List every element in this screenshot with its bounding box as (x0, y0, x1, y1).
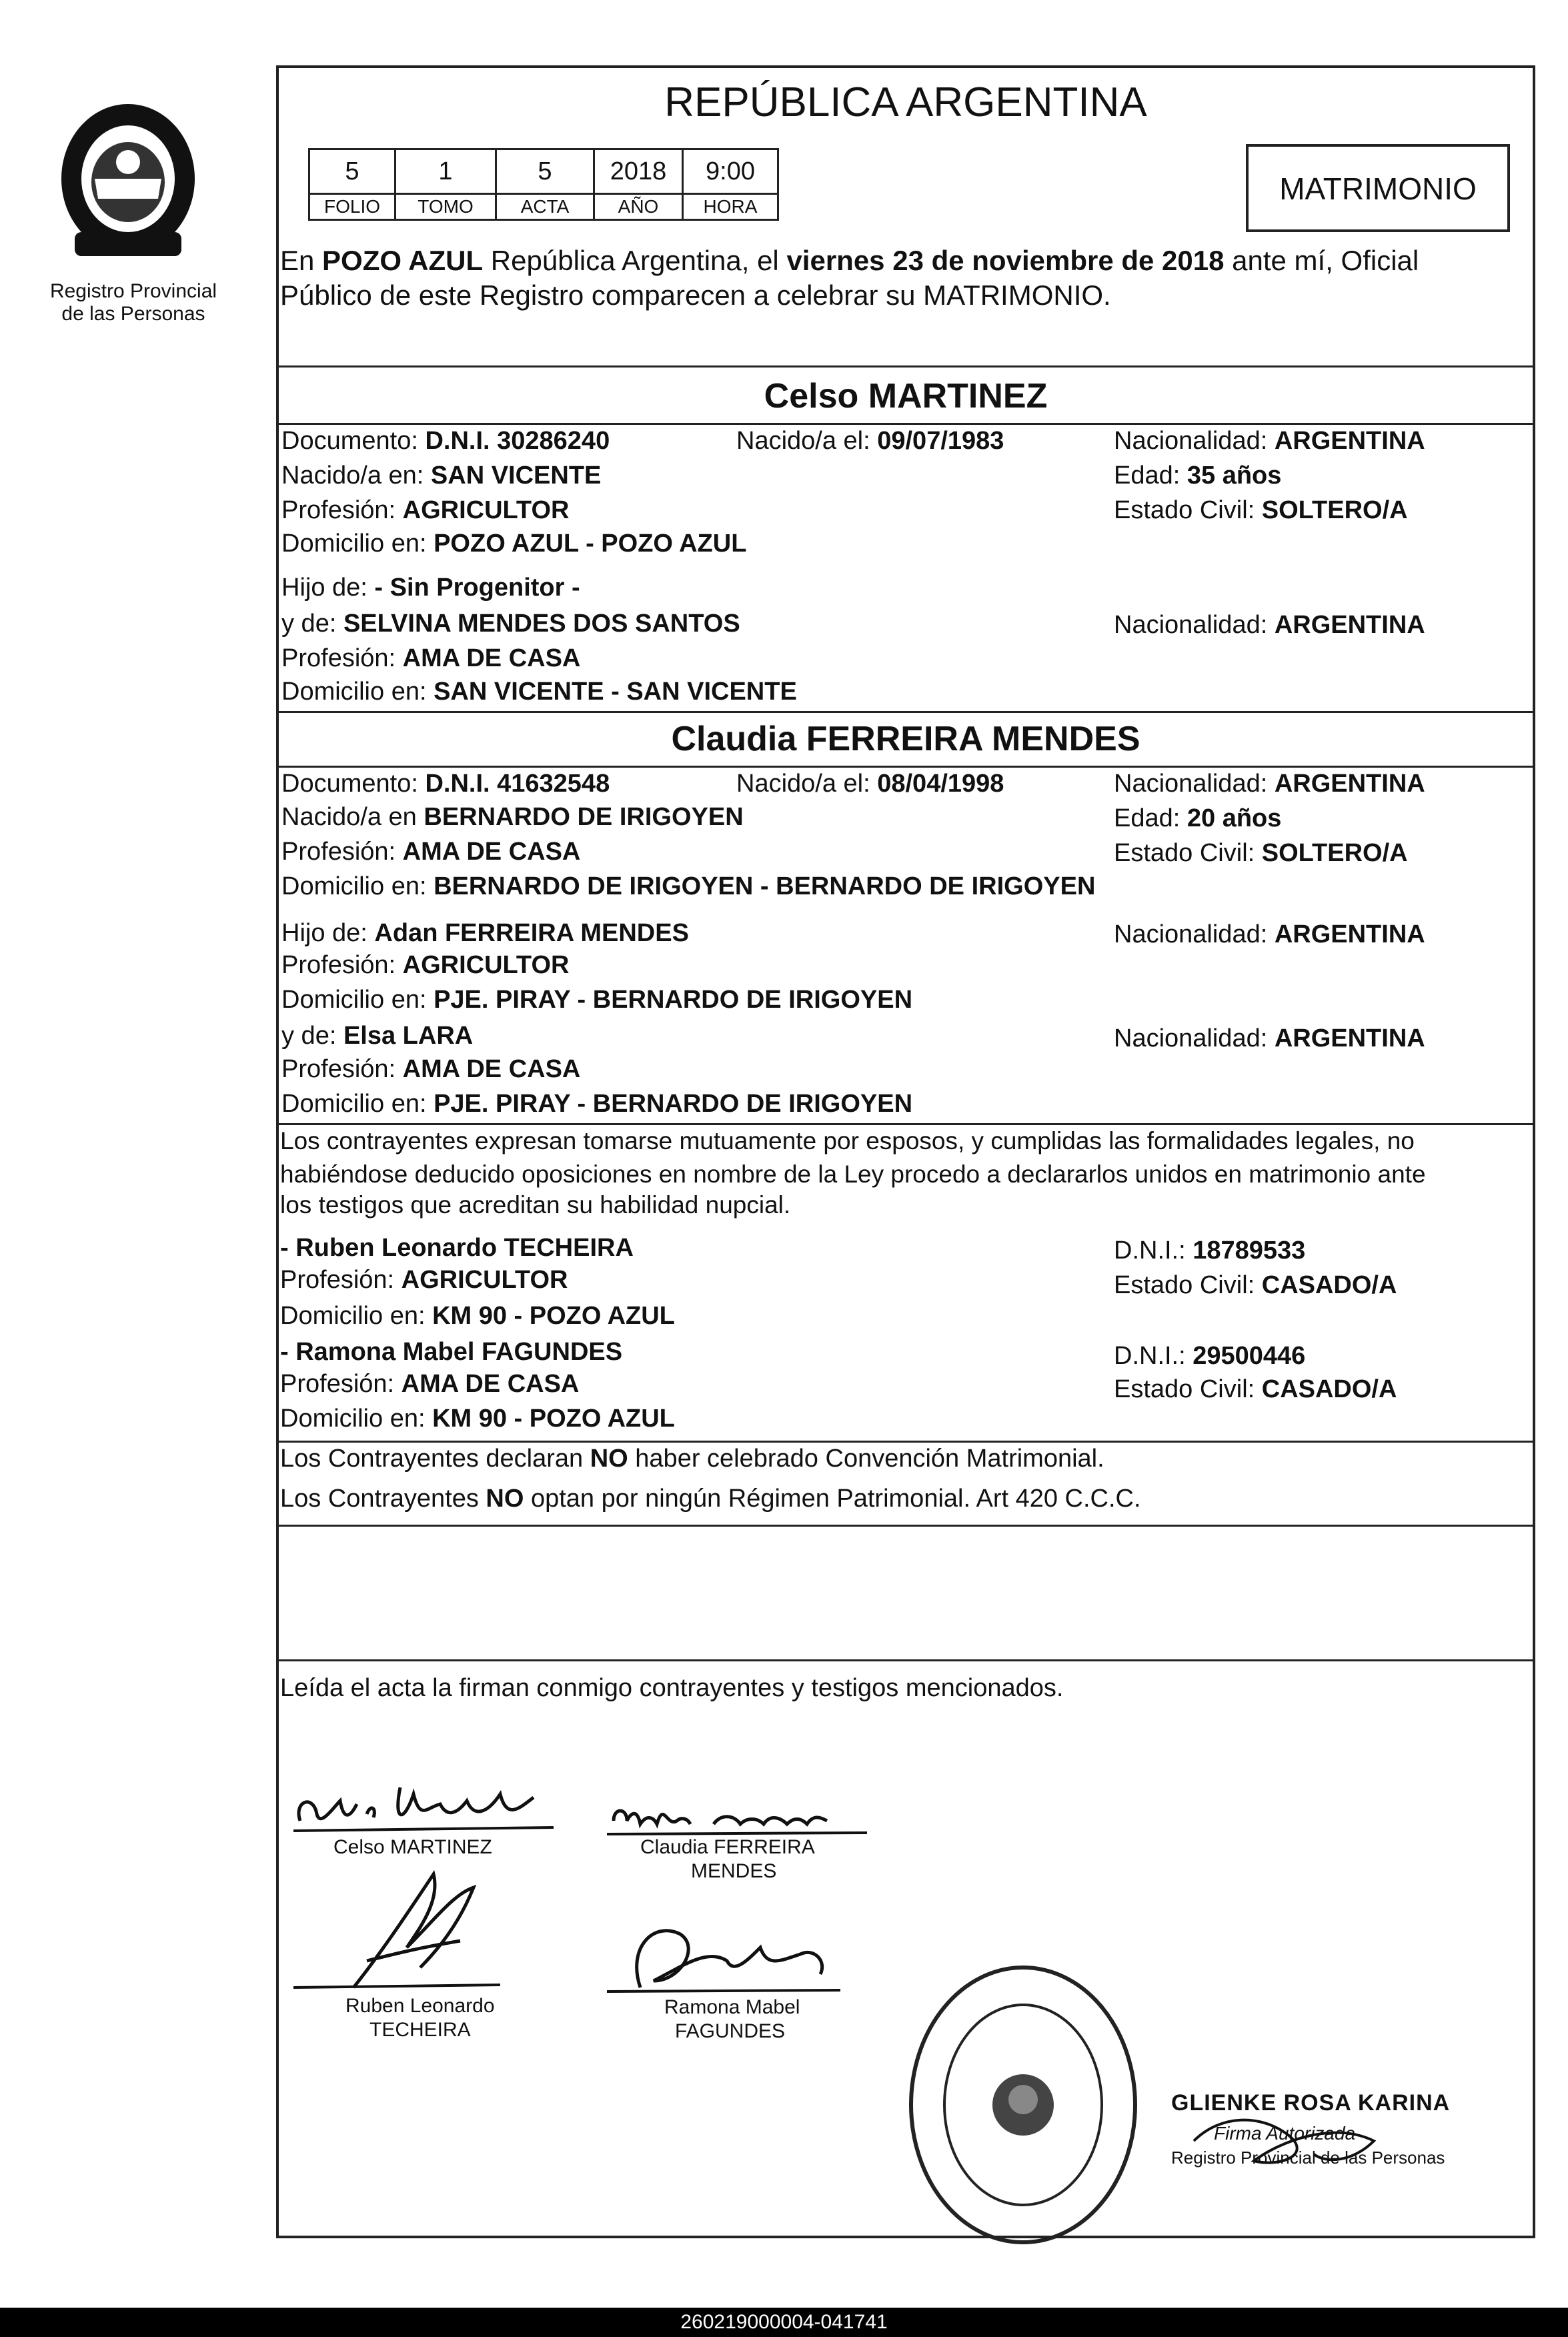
person2-father (281, 918, 689, 948)
person1-father-value: - Sin Progenitor - (374, 574, 580, 602)
person1-mother-nat (1114, 610, 1425, 640)
intro-text-1: En (280, 245, 323, 276)
person2-mother-dom-label: Domicilio en: (281, 1090, 434, 1118)
anio-label: AÑO (593, 193, 684, 221)
witness2-prof-label: Profesión: (280, 1370, 402, 1398)
person1-dom-value: POZO AZUL - POZO AZUL (434, 530, 747, 558)
person1-mother-prof (281, 643, 580, 674)
hora-value: 9:00 (682, 148, 779, 195)
person1-civil-value: SOLTERO/A (1261, 496, 1408, 524)
divider-4 (276, 766, 1535, 768)
witness1-dom (280, 1301, 675, 1331)
person1-mother-prof-label: Profesión: (281, 644, 403, 672)
person2-mother-label: y de: (281, 1022, 343, 1050)
person1-nat-label: Nacionalidad: (1114, 427, 1275, 455)
person2-born-label: Nacido/a el: (736, 770, 878, 798)
person2-civil-value: SOLTERO/A (1261, 839, 1408, 867)
act-type-box (1246, 144, 1510, 232)
person1-prof-value: AGRICULTOR (402, 496, 570, 524)
person2-civil (1114, 838, 1408, 868)
person1-doc-value: D.N.I. 30286240 (425, 427, 610, 455)
witness1-civil (1114, 1270, 1397, 1301)
acta-value: 5 (495, 148, 595, 195)
person2-age-label: Edad: (1114, 804, 1187, 832)
witness1-dni-label: D.N.I.: (1114, 1237, 1193, 1265)
person1-mother-dom-value: SAN VICENTE - SAN VICENTE (434, 678, 797, 706)
witness1-dom-label: Domicilio en: (280, 1302, 433, 1330)
witness2-name: - Ramona Mabel FAGUNDES (280, 1338, 623, 1366)
misiones-seal-icon (48, 99, 208, 259)
registry-stamp-icon (903, 1958, 1143, 2252)
signature-name-4a: Ramona Mabel (664, 1996, 800, 2018)
witness1-civil-label: Estado Civil: (1114, 1271, 1262, 1299)
person2-mother-nat-value: ARGENTINA (1274, 1024, 1425, 1052)
person1-mother-nat-label: Nacionalidad: (1114, 611, 1275, 639)
person2-mother (281, 1020, 473, 1051)
person1-born-value: 09/07/1983 (877, 427, 1004, 455)
signature-ruben-icon (287, 1861, 527, 1994)
person2-dom-value: BERNARDO DE IRIGOYEN - BERNARDO DE IRIGOYEN (434, 872, 1096, 900)
person1-birthplace-value: SAN VICENTE (430, 462, 602, 490)
witness2-civil (1114, 1374, 1397, 1405)
folio-label: FOLIO (308, 193, 396, 221)
person2-nat-value: ARGENTINA (1274, 770, 1425, 798)
convention-2c: optan por ningún Régimen Patrimonial. Art 420 C.C.C. (524, 1485, 1141, 1513)
person2-name: Claudia FERREIRA MENDES (671, 720, 1140, 758)
person2-prof-value: AMA DE CASA (402, 838, 581, 866)
person1-born (736, 426, 1004, 456)
person2-father-nat (1114, 919, 1425, 950)
divider-7 (276, 1525, 1535, 1527)
person1-mother-nat-value: ARGENTINA (1274, 611, 1425, 639)
person1-mother-label: y de: (281, 610, 343, 638)
witness1-prof-value: AGRICULTOR (401, 1266, 568, 1294)
person2-mother-value: Elsa LARA (343, 1022, 474, 1050)
person2-prof-label: Profesión: (281, 838, 403, 866)
person2-father-label: Hijo de: (281, 919, 375, 947)
official-role: Firma Autorizada (1214, 2123, 1356, 2144)
convention-2b: NO (486, 1485, 524, 1513)
divider-3 (276, 711, 1535, 713)
signature-claudia-icon (600, 1787, 880, 1841)
intro-line-1 (280, 244, 1419, 277)
person2-father-prof-value: AGRICULTOR (402, 951, 570, 979)
person1-mother-dom-label: Domicilio en: (281, 678, 434, 706)
declaration-line-2: habiéndose deducido oposiciones en nombre de la Ley procedo a declararlos unidos en matrimonio ante (280, 1160, 1426, 1188)
person2-father-value: Adan FERREIRA MENDES (374, 919, 689, 947)
person1-mother-dom (281, 676, 797, 707)
person2-mother-prof (281, 1054, 580, 1084)
person2-birthplace-value: BERNARDO DE IRIGOYEN (424, 803, 744, 831)
divider-6 (276, 1441, 1535, 1443)
intro-place: POZO AZUL (322, 245, 484, 276)
declaration-line-1: Los contrayentes expresan tomarse mutuamente por esposos, y cumplidas las formalidades legales, no (280, 1127, 1415, 1154)
person2-born-value: 08/04/1998 (877, 770, 1004, 798)
witness1-dni (1114, 1235, 1305, 1266)
witness1-dom-value: KM 90 - POZO AZUL (432, 1302, 675, 1330)
divider-2 (276, 423, 1535, 425)
witness1-name: - Ruben Leonardo TECHEIRA (280, 1234, 634, 1262)
person1-nat-value: ARGENTINA (1274, 427, 1425, 455)
person2-birthplace-label: Nacido/a en (281, 803, 424, 831)
signature-name-1: Celso MARTINEZ (333, 1836, 492, 1858)
official-office: Registro Provincial de las Personas (1171, 2148, 1445, 2168)
divider-8 (276, 1659, 1535, 1661)
person2-mother-prof-value: AMA DE CASA (402, 1055, 581, 1083)
closing-text: Leída el acta la firman conmigo contrayentes y testigos mencionados. (280, 1674, 1064, 1702)
acta-label: ACTA (495, 193, 595, 221)
convention-1b: NO (590, 1445, 628, 1473)
convention-2a: Los Contrayentes (280, 1485, 486, 1513)
person1-prof (281, 495, 569, 526)
intro-text-3: ante mí, Oficial (1224, 245, 1419, 276)
official-name: GLIENKE ROSA KARINA (1171, 2090, 1451, 2116)
divider-1 (276, 365, 1535, 367)
person1-dom-label: Domicilio en: (281, 530, 434, 558)
hora-label: HORA (682, 193, 779, 221)
convention-1c: haber celebrado Convención Matrimonial. (628, 1445, 1104, 1473)
witness2-dom-value: KM 90 - POZO AZUL (432, 1405, 675, 1433)
signature-name-2a: Claudia FERREIRA (640, 1836, 815, 1858)
document-title: REPÚBLICA ARGENTINA (664, 79, 1147, 125)
person2-mother-prof-label: Profesión: (281, 1055, 403, 1083)
signature-name-4b: FAGUNDES (675, 2020, 786, 2042)
folio-value: 5 (308, 148, 396, 195)
act-type-label: MATRIMONIO (1279, 171, 1477, 206)
witness1-prof (280, 1265, 568, 1295)
tomo-value: 1 (394, 148, 497, 195)
person1-doc (281, 426, 610, 456)
person1-civil-label: Estado Civil: (1114, 496, 1262, 524)
anio-value: 2018 (593, 148, 684, 195)
person1-father (281, 572, 580, 603)
footer-bar (0, 2308, 1568, 2337)
person2-father-dom-label: Domicilio en: (281, 986, 434, 1014)
convention-1a: Los Contrayentes declaran (280, 1445, 590, 1473)
person1-civil (1114, 495, 1408, 526)
witness2-dom (280, 1403, 675, 1434)
logo-caption-1: Registro Provincial (49, 280, 217, 302)
person2-father-prof (281, 950, 569, 980)
person1-age (1114, 460, 1281, 491)
intro-line-2: Público de este Registro comparecen a celebrar su MATRIMONIO. (280, 279, 1111, 311)
signature-name-3b: TECHEIRA (369, 2019, 471, 2041)
person2-age (1114, 803, 1281, 834)
intro-date: viernes 23 de noviembre de 2018 (786, 245, 1225, 276)
person1-mother (281, 608, 740, 639)
person2-age-value: 20 años (1187, 804, 1282, 832)
person1-mother-value: SELVINA MENDES DOS SANTOS (343, 610, 740, 638)
person2-father-dom-value: PJE. PIRAY - BERNARDO DE IRIGOYEN (434, 986, 913, 1014)
person1-nat (1114, 426, 1425, 456)
official-signature-icon (1181, 2101, 1394, 2174)
person2-father-dom (281, 984, 912, 1015)
person2-birthplace (281, 802, 744, 832)
witness2-civil-label: Estado Civil: (1114, 1375, 1262, 1403)
witness2-dni-label: D.N.I.: (1114, 1342, 1193, 1370)
person1-name: Celso MARTINEZ (764, 377, 1048, 416)
person2-doc-value: D.N.I. 41632548 (425, 770, 610, 798)
signature-name-3a: Ruben Leonardo (345, 1995, 495, 2017)
witness2-dni-value: 29500446 (1193, 1342, 1306, 1370)
person2-doc-label: Documento: (281, 770, 426, 798)
witness1-dni-value: 18789533 (1193, 1237, 1306, 1265)
person2-father-nat-label: Nacionalidad: (1114, 920, 1275, 948)
witness2-civil-value: CASADO/A (1261, 1375, 1397, 1403)
signature-name-2b: MENDES (691, 1860, 777, 1882)
person2-civil-label: Estado Civil: (1114, 839, 1262, 867)
person1-dom (281, 528, 746, 559)
person2-prof (281, 836, 580, 867)
witness2-prof (280, 1369, 579, 1399)
person2-doc (281, 768, 610, 799)
signature-ramona-icon (600, 1907, 854, 2001)
person1-birthplace (281, 460, 601, 491)
person1-born-label: Nacido/a el: (736, 427, 878, 455)
witness2-dom-label: Domicilio en: (280, 1405, 433, 1433)
person1-doc-label: Documento: (281, 427, 426, 455)
person2-mother-nat-label: Nacionalidad: (1114, 1024, 1275, 1052)
declaration-line-3: los testigos que acreditan su habilidad nupcial. (280, 1191, 791, 1219)
convention-line-1 (280, 1443, 1104, 1474)
person2-father-prof-label: Profesión: (281, 951, 403, 979)
person2-mother-dom-value: PJE. PIRAY - BERNARDO DE IRIGOYEN (434, 1090, 913, 1118)
person2-mother-dom (281, 1088, 912, 1119)
witness1-prof-label: Profesión: (280, 1266, 402, 1294)
person1-age-value: 35 años (1187, 462, 1282, 490)
person1-prof-label: Profesión: (281, 496, 403, 524)
person2-nat-label: Nacionalidad: (1114, 770, 1275, 798)
witness2-dni (1114, 1341, 1305, 1371)
divider-5 (276, 1123, 1535, 1125)
tomo-label: TOMO (394, 193, 497, 221)
person1-age-label: Edad: (1114, 462, 1187, 490)
person1-birthplace-label: Nacido/a en: (281, 462, 431, 490)
person1-mother-prof-value: AMA DE CASA (402, 644, 581, 672)
footer-code: 260219000004-041741 (680, 2311, 888, 2333)
person2-mother-nat (1114, 1023, 1425, 1054)
person2-father-nat-value: ARGENTINA (1274, 920, 1425, 948)
person2-born (736, 768, 1004, 799)
person2-dom (281, 871, 1095, 902)
person2-nat (1114, 768, 1425, 799)
witness1-civil-value: CASADO/A (1261, 1271, 1397, 1299)
convention-line-2 (280, 1483, 1141, 1514)
logo-caption-2: de las Personas (61, 303, 205, 325)
witness2-prof-value: AMA DE CASA (401, 1370, 580, 1398)
person2-dom-label: Domicilio en: (281, 872, 434, 900)
intro-text-2: República Argentina, el (483, 245, 787, 276)
person1-father-label: Hijo de: (281, 574, 375, 602)
